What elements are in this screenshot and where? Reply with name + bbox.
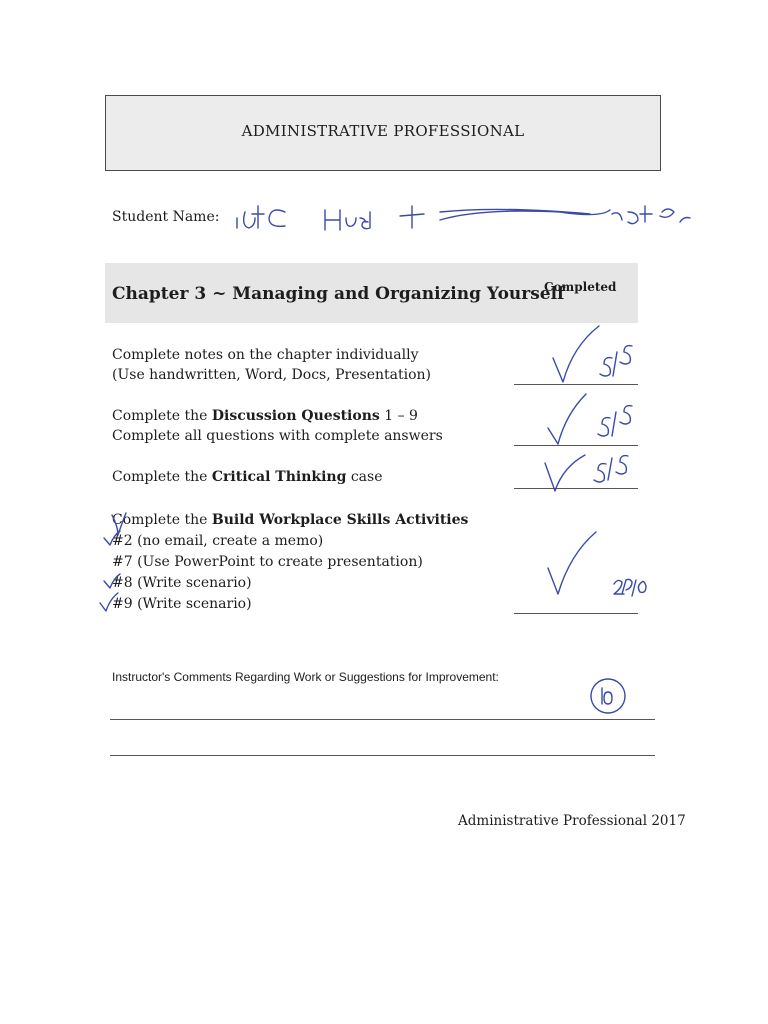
item-check-9-icon — [100, 593, 118, 611]
chapter-title: Chapter 3 ~ Managing and Organizing Yourself — [112, 284, 565, 304]
item-check-8-icon — [104, 574, 120, 588]
checkmark-notes-icon — [553, 326, 599, 382]
instructor-comments-label: Instructor's Comments Regarding Work or Suggestions for Improvement: — [112, 670, 499, 684]
activity-item: #7 (Use PowerPoint to create presentation) — [112, 554, 423, 570]
document-title: ADMINISTRATIVE PROFESSIONAL — [241, 122, 525, 140]
checkmark-discussion-icon — [548, 394, 586, 444]
student-name-label: Student Name: — [112, 209, 220, 225]
score-notes — [600, 346, 632, 376]
activity-item: #9 (Write scenario) — [112, 596, 252, 612]
checkmark-workplace-skills-icon — [548, 532, 596, 594]
item-check-complete-icon — [112, 513, 126, 535]
activity-item: #2 (no email, create a memo) — [112, 533, 324, 549]
task-discussion-line1: Complete the Discussion Questions 1 – 9 — [112, 408, 418, 424]
completed-column-header: Completed — [544, 280, 617, 294]
checkmark-critical-thinking-icon — [545, 455, 585, 491]
task-notes-line2: (Use handwritten, Word, Docs, Presentation) — [112, 367, 431, 383]
footer-text: Administrative Professional 2017 — [458, 813, 686, 829]
score-workplace-skills — [614, 579, 646, 596]
activity-item: #8 (Write scenario) — [112, 575, 252, 591]
score-critical-thinking — [594, 456, 628, 482]
task-critical-thinking-line1: Complete the Critical Thinking case — [112, 469, 383, 485]
task-notes-line1: Complete notes on the chapter individually — [112, 347, 419, 363]
circled-grade-icon — [591, 679, 625, 713]
score-discussion — [598, 406, 632, 436]
task-discussion-line2: Complete all questions with complete answers — [112, 428, 443, 444]
handwritten-student-name — [237, 206, 690, 230]
task-workplace-skills-line1: Complete the Build Workplace Skills Activities — [112, 512, 469, 528]
